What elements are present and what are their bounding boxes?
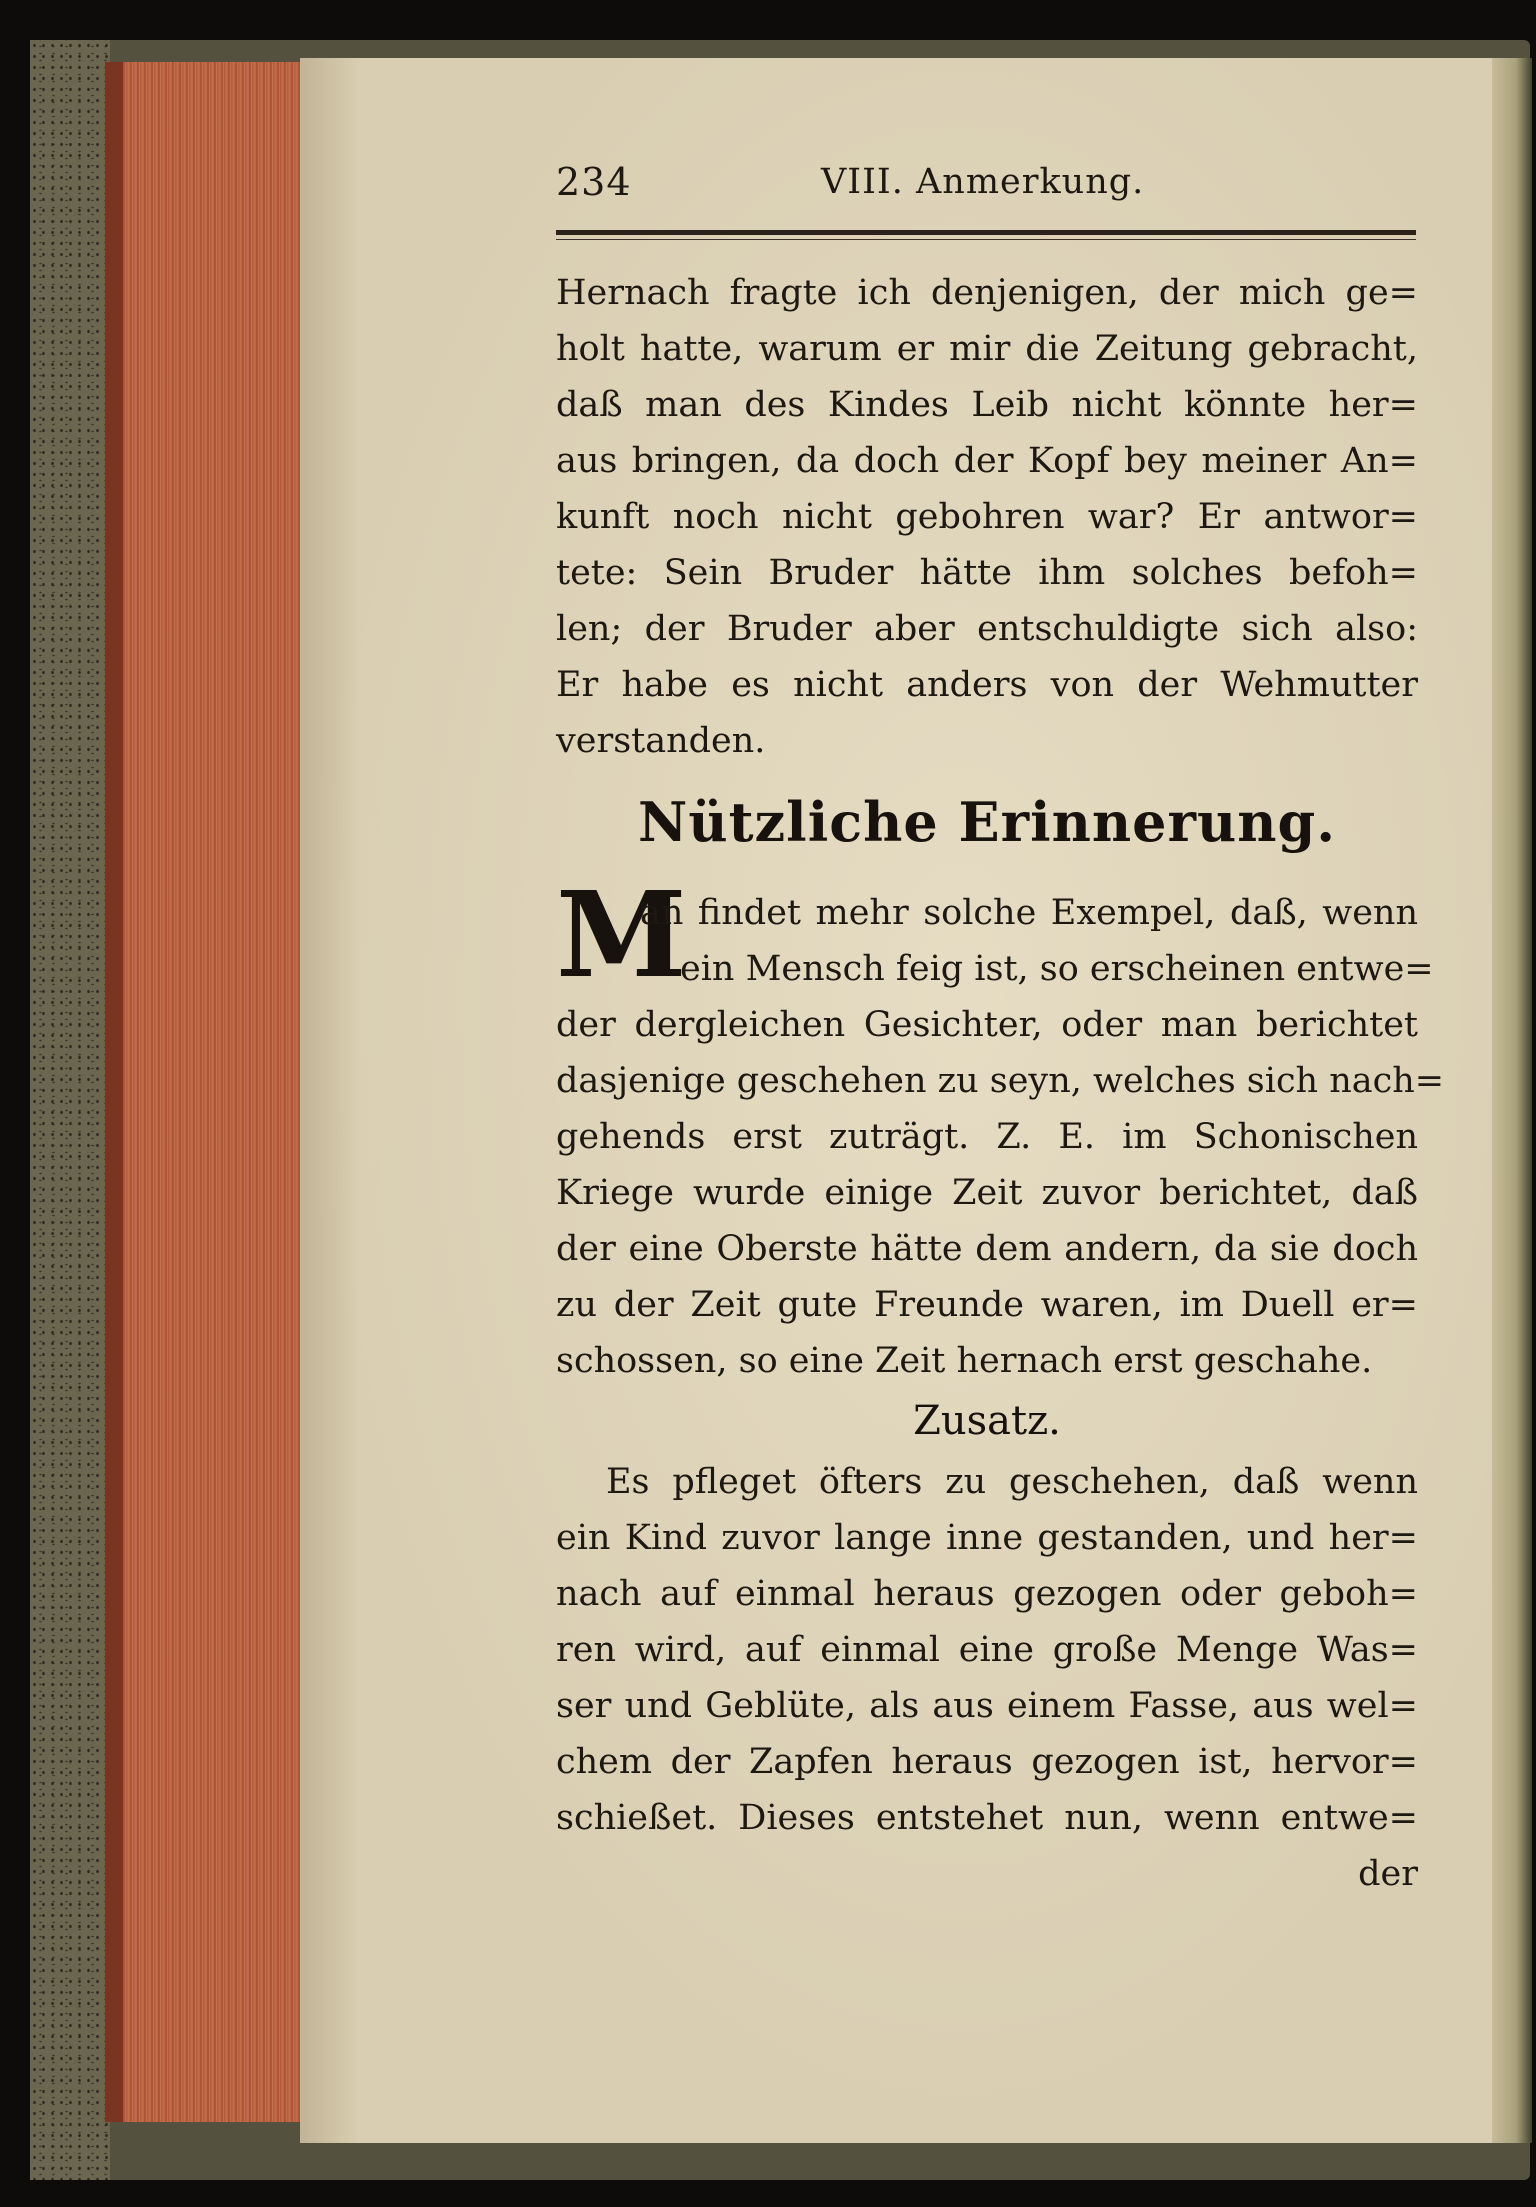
subheading: Zusatz. (913, 1398, 1061, 1444)
text-line: dasjenige geschehen zu seyn, welches sich nach= (556, 1061, 1445, 1101)
text-line: Er habe es nicht anders von der Wehmutter (556, 665, 1418, 705)
running-head: VIII. Anmerkung. (821, 162, 1145, 202)
text-line: der dergleichen Gesichter, oder man berichtet (556, 1005, 1418, 1045)
text-line: Hernach fragte ich denjenigen, der mich ge= (556, 273, 1418, 313)
text-line: der eine Oberste hätte dem andern, da sie doch (556, 1229, 1418, 1269)
text-line: chem der Zapfen heraus gezogen ist, hervor= (556, 1742, 1418, 1782)
page-edges-shadow (105, 62, 123, 2122)
text-line: len; der Bruder aber entschuldigte sich also: (556, 609, 1418, 649)
text-line: an findet mehr solche Exempel, daß, wenn (640, 893, 1418, 933)
text-line: aus bringen, da doch der Kopf bey meiner An= (556, 441, 1418, 481)
text-line: nach auf einmal heraus gezogen oder geboh= (556, 1574, 1418, 1614)
page-fold (1492, 58, 1532, 2143)
page-header (556, 160, 1416, 210)
section-heading: Nützliche Erinnerung. (637, 790, 1337, 854)
text-line: schießet. Dieses entstehet nun, wenn entwe= (556, 1798, 1418, 1838)
text-line: ein Kind zuvor lange inne gestanden, und her= (556, 1518, 1418, 1558)
text-line: ein Mensch feig ist, so erscheinen entwe= (680, 949, 1434, 989)
book-cover-spine (30, 40, 110, 2180)
text-line: schossen, so eine Zeit hernach erst geschahe. (556, 1341, 1373, 1381)
text-line: gehends erst zuträgt. Z. E. im Schonischen (556, 1117, 1418, 1157)
text-line: daß man des Kindes Leib nicht könnte her= (556, 385, 1418, 425)
text-line: zu der Zeit gute Freunde waren, im Duell er= (556, 1285, 1418, 1325)
text-line: holt hatte, warum er mir die Zeitung gebracht, (556, 329, 1418, 369)
text-line: kunft noch nicht gebohren war? Er antwor= (556, 497, 1418, 537)
text-line: Es pfleget öfters zu geschehen, daß wenn (606, 1462, 1418, 1502)
text-line: Kriege wurde einige Zeit zuvor berichtet, daß (556, 1173, 1418, 1213)
header-rule (556, 230, 1416, 235)
text-line: ren wird, auf einmal eine große Menge Was= (556, 1630, 1418, 1670)
catchword: der (1358, 1854, 1418, 1894)
text-line: verstanden. (556, 721, 766, 761)
page-edges (105, 62, 308, 2122)
page-number: 234 (556, 160, 632, 204)
text-line: tete: Sein Bruder hätte ihm solches befoh= (556, 553, 1418, 593)
header-rule-thin (556, 239, 1416, 240)
text-line: ser und Geblüte, als aus einem Fasse, aus wel= (556, 1686, 1418, 1726)
drop-cap: M (556, 865, 687, 1004)
